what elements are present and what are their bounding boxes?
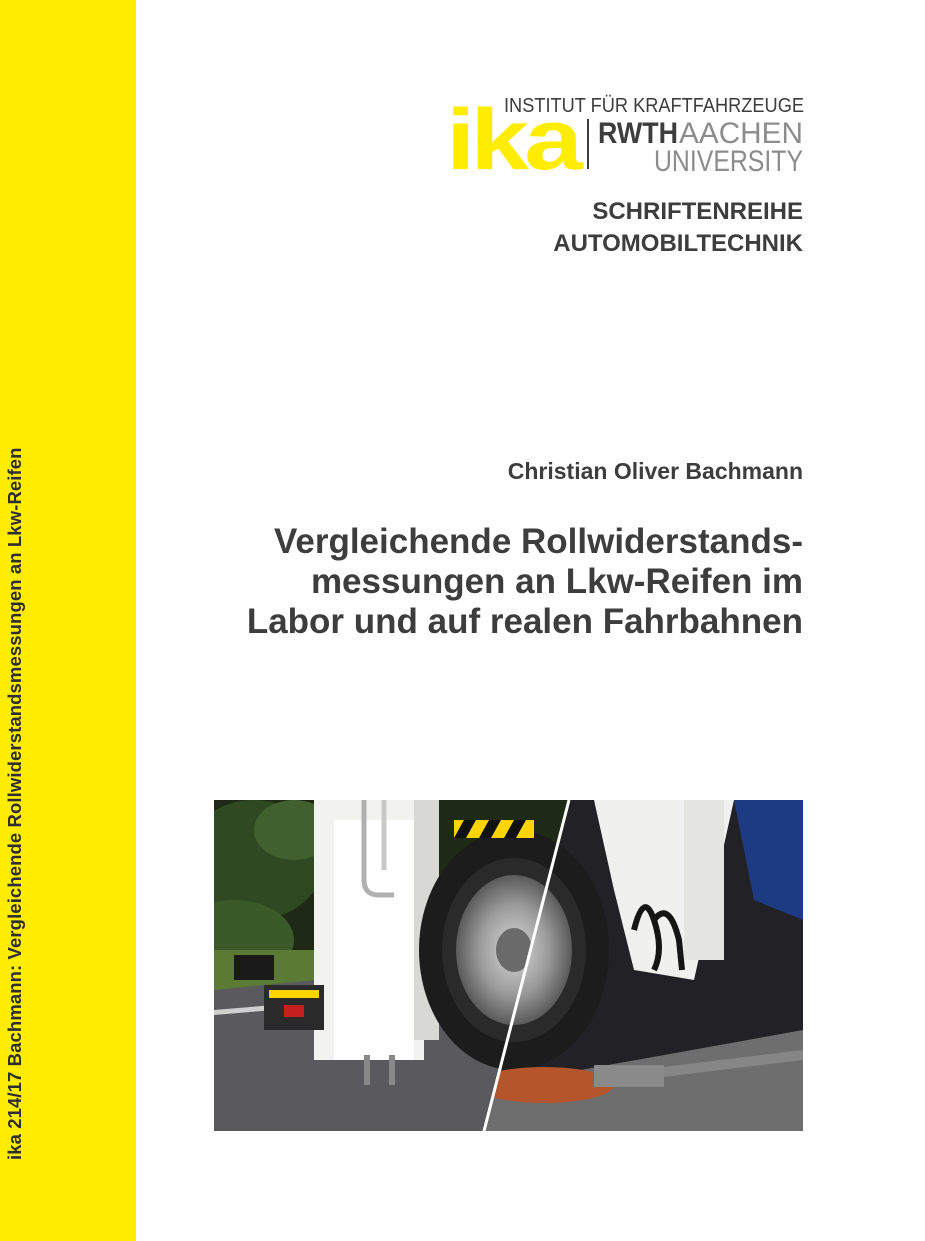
series-line-1: SCHRIFTENREIHE <box>592 198 803 225</box>
series-title <box>553 196 803 260</box>
university-text: UNIVERSITY <box>654 145 803 178</box>
rwth-text: RWTH <box>598 117 678 150</box>
institute-name: INSTITUT FÜR KRAFTFAHRZEUGE <box>504 95 804 117</box>
book-title <box>163 522 803 642</box>
title-line-3: Labor und auf realen Fahrbahnen <box>246 602 803 641</box>
title-line-2: messungen an Lkw-Reifen im <box>310 562 803 601</box>
ika-rwth-logo <box>446 92 808 188</box>
truck-tire-test-photo <box>214 800 803 1131</box>
spine-title: ika 214/17 Bachmann: Vergleichende Rollwiderstandsmessungen an Lkw-Reifen <box>4 447 25 1160</box>
aachen-text: AACHEN <box>679 117 803 150</box>
author-name: Christian Oliver Bachmann <box>507 458 803 484</box>
spine-bar <box>0 0 136 1241</box>
ika-mark-text: ika <box>446 92 585 188</box>
series-line-2: AUTOMOBILTECHNIK <box>553 230 803 257</box>
title-line-1: Vergleichende Rollwiderstands- <box>273 522 803 561</box>
